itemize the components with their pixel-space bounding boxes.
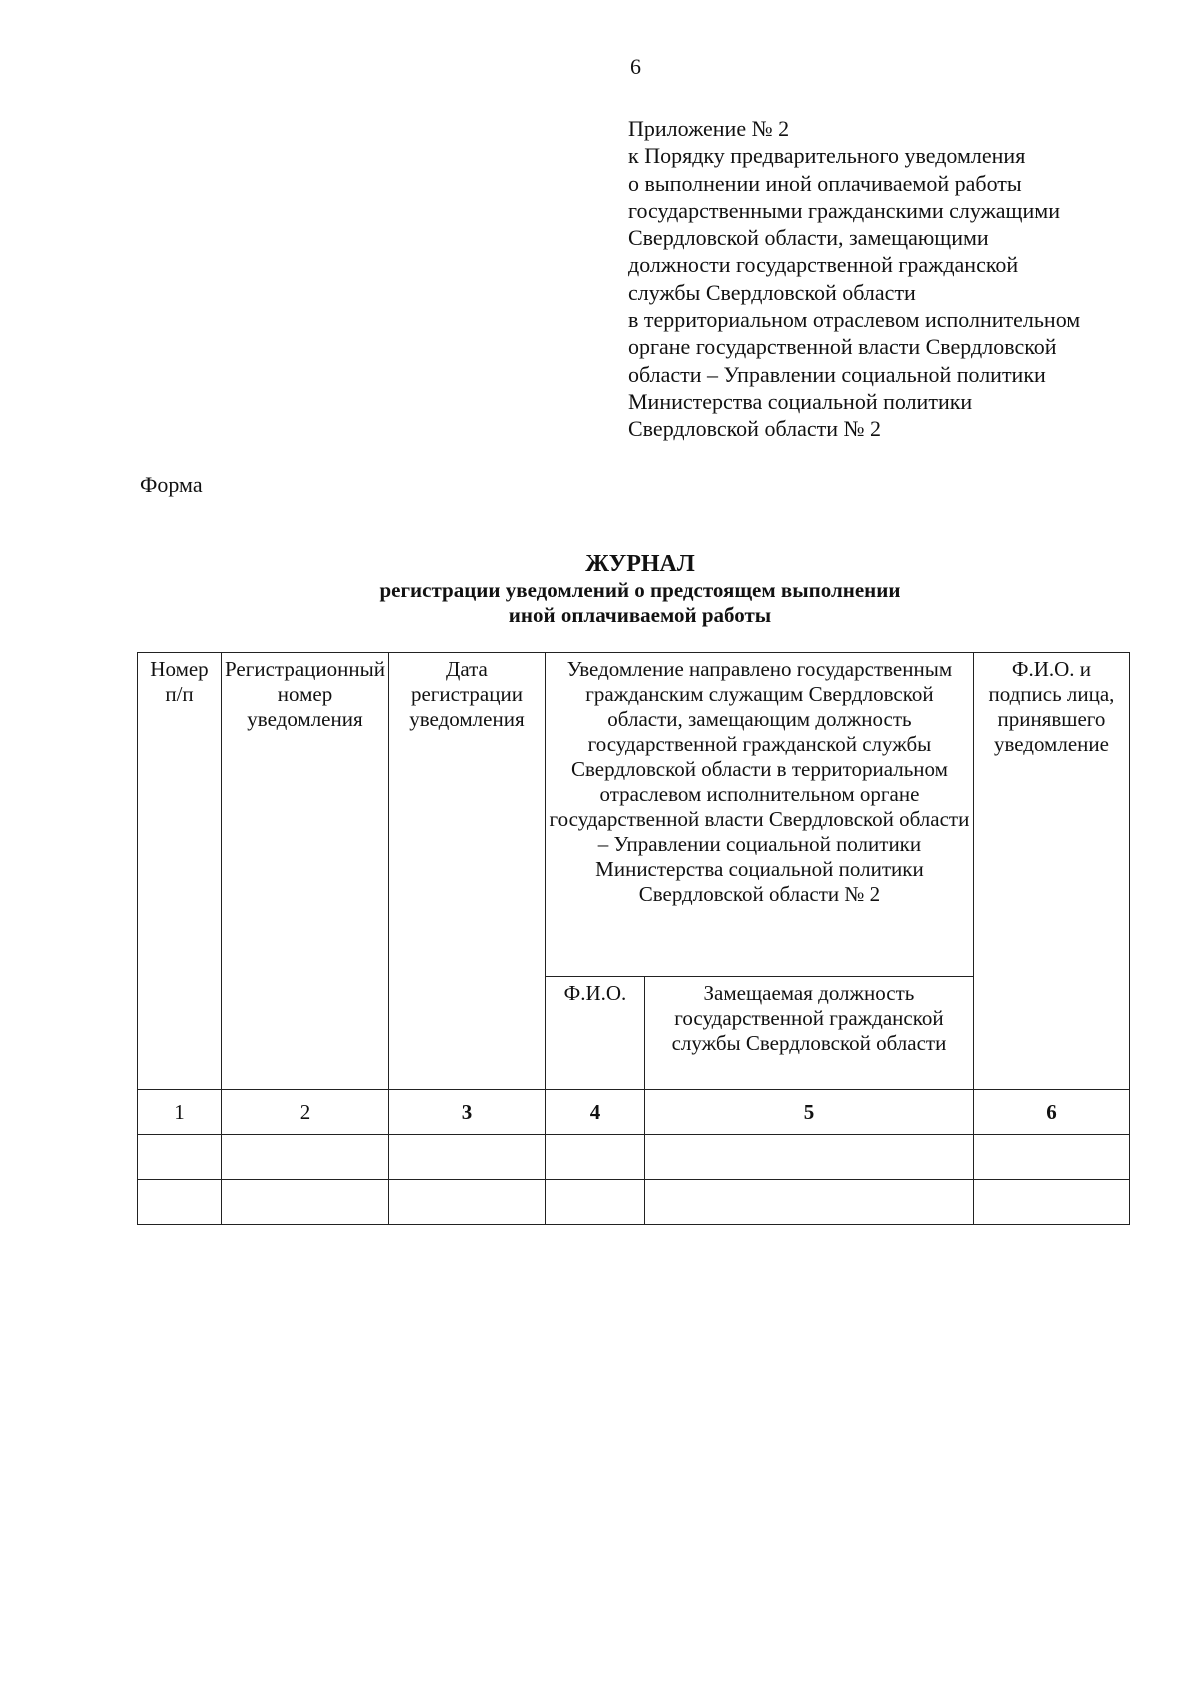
title-sub-line: иной оплачиваемой работы	[508, 603, 772, 627]
table-cell[interactable]	[388, 1135, 545, 1180]
appendix-line: Свердловской области № 2	[628, 416, 881, 442]
appendix-line: о выполнении иной оплачиваемой работы	[628, 170, 1022, 196]
table-cell[interactable]	[545, 1180, 644, 1225]
form-label: Форма	[140, 472, 203, 497]
header-row	[138, 653, 1130, 977]
appendix-line: области – Управлении социальной политики	[628, 361, 1046, 387]
header-cell-reg-number: Регистрационный номер уведомления	[222, 653, 389, 1090]
appendix-line: государственными гражданскими служащими	[628, 197, 1060, 223]
table-cell[interactable]	[545, 1135, 644, 1180]
column-number-row	[138, 1090, 1130, 1135]
column-number: 5	[644, 1090, 973, 1135]
table-cell[interactable]	[644, 1180, 973, 1225]
appendix-line: Свердловской области, замещающими	[628, 225, 989, 251]
appendix-line: органе государственной власти Свердловской	[628, 334, 1057, 360]
header-cell-reg-date: Дата регистрации уведомления	[388, 653, 545, 1090]
table-cell[interactable]	[138, 1135, 222, 1180]
table-cell[interactable]	[388, 1180, 545, 1225]
table-cell[interactable]	[222, 1135, 389, 1180]
column-number: 3	[388, 1090, 545, 1135]
table-cell[interactable]	[973, 1180, 1129, 1225]
table-row	[138, 1180, 1130, 1225]
header-cell-number: Номер п/п	[138, 653, 222, 1090]
column-number: 1	[138, 1090, 222, 1135]
journal-title	[140, 550, 1140, 628]
appendix-line: Министерства социальной политики	[628, 388, 973, 414]
page-number: 6	[630, 54, 641, 79]
table-cell[interactable]	[222, 1180, 389, 1225]
header-cell-receiver: Ф.И.О. и подпись лица, принявшего уведомление	[973, 653, 1129, 1090]
appendix-line: службы Свердловской области	[628, 279, 916, 305]
appendix-line: к Порядку предварительного уведомления	[628, 143, 1026, 169]
appendix-block	[628, 115, 1148, 443]
header-cell-fio: Ф.И.О.	[545, 977, 644, 1090]
header-cell-notification-group: Уведомление направлено государственным гражданским служащим Свердловской области, замещающим должность государственной гражданской службы Свердловской области в территориальном отраслевом исполнительном органе государственной власти Свердловской области – Управлении социальной политики Министерства социальной политики Свердловской области № 2	[545, 653, 973, 977]
journal-table	[137, 652, 1130, 1225]
appendix-line: Приложение № 2	[628, 116, 790, 141]
appendix-line: в территориальном отраслевом исполнительном	[628, 307, 1081, 333]
header-cell-position: Замещаемая должность государственной гражданской службы Свердловской области	[644, 977, 973, 1090]
table-cell[interactable]	[973, 1135, 1129, 1180]
appendix-line: должности государственной гражданской	[628, 252, 1019, 278]
column-number: 6	[973, 1090, 1129, 1135]
column-number: 4	[545, 1090, 644, 1135]
table-cell[interactable]	[644, 1135, 973, 1180]
title-main: ЖУРНАЛ	[585, 551, 695, 577]
column-number: 2	[222, 1090, 389, 1135]
table-row	[138, 1135, 1130, 1180]
title-sub-line: регистрации уведомлений о предстоящем выполнении	[379, 578, 901, 602]
table-cell[interactable]	[138, 1180, 222, 1225]
